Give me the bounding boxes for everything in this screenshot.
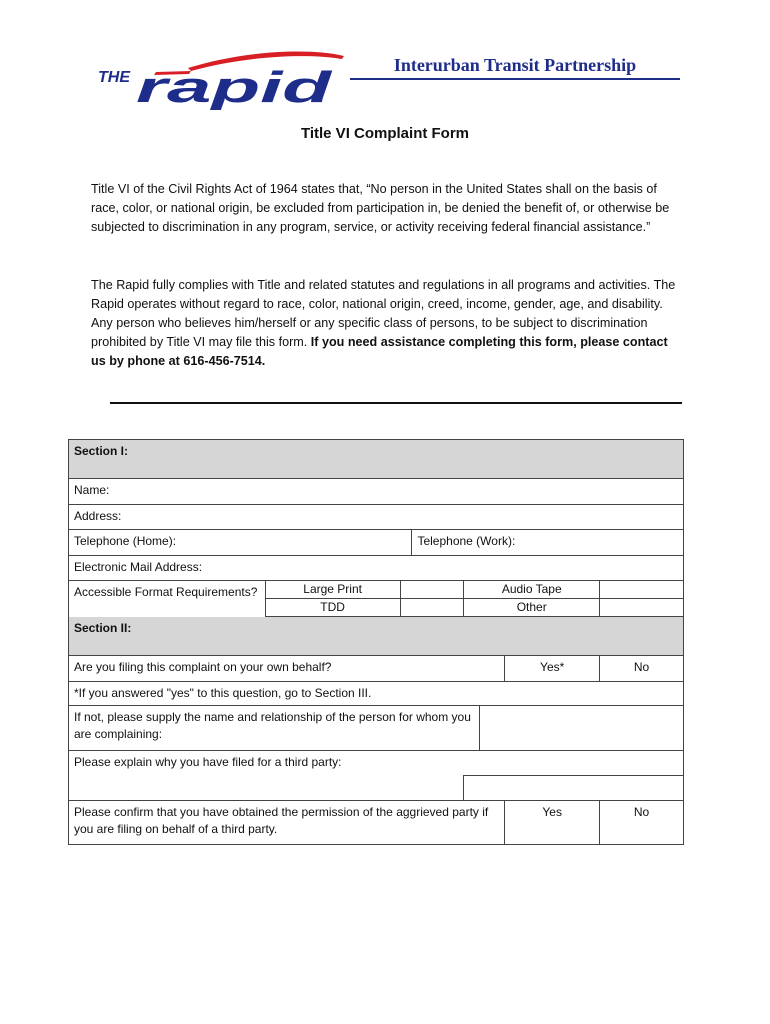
own-behalf-no-option[interactable]: No <box>600 656 684 682</box>
section-2-heading: Section II: <box>69 617 684 656</box>
large-print-checkbox[interactable] <box>400 581 464 599</box>
section-1-heading: Section I: <box>69 440 684 479</box>
other-checkbox[interactable] <box>600 599 684 617</box>
address-field[interactable] <box>69 505 684 530</box>
own-behalf-yes-option[interactable]: Yes* <box>505 656 600 682</box>
svg-text:rapid: rapid <box>136 63 334 110</box>
email-label: Electronic Mail Address: <box>74 560 203 574</box>
intro-paragraph-2 <box>91 276 676 371</box>
audio-tape-label: Audio Tape <box>464 581 600 599</box>
telephone-work-field[interactable] <box>412 530 684 556</box>
name-field[interactable] <box>69 479 684 505</box>
third-party-question: Please explain why you have filed for a third party: <box>69 751 684 776</box>
telephone-work-label: Telephone (Work): <box>417 534 516 548</box>
third-party-explanation-field[interactable] <box>464 776 684 801</box>
telephone-home-field[interactable] <box>69 530 412 556</box>
permission-yes-option[interactable]: Yes <box>505 801 600 845</box>
the-rapid-logo <box>96 50 346 110</box>
accessible-format-label: Accessible Format Requirements? <box>69 581 266 617</box>
large-print-label: Large Print <box>265 581 400 599</box>
email-field[interactable] <box>69 556 684 581</box>
tdd-checkbox[interactable] <box>400 599 464 617</box>
permission-question: Please confirm that you have obtained the permission of the aggrieved party if you are filing on behalf of a third party. <box>69 801 505 845</box>
intro-paragraph-1: Title VI of the Civil Rights Act of 1964 states that, “No person in the United States shall on the basis of race, color, or national origin, be excluded from participation in, be denied the benefit of, or otherwise be subjected to discrimination in any program, service, or activity receiving federal financial assistance.” <box>91 182 670 234</box>
other-label: Other <box>464 599 600 617</box>
tdd-label: TDD <box>265 599 400 617</box>
divider <box>110 402 682 404</box>
telephone-home-label: Telephone (Home): <box>74 534 177 548</box>
complaint-form-table <box>68 439 684 845</box>
third-party-spacer <box>69 776 464 801</box>
name-label: Name: <box>74 483 110 497</box>
permission-no-option[interactable]: No <box>600 801 684 845</box>
organization-name: Interurban Transit Partnership <box>350 55 680 80</box>
name-relationship-question: If not, please supply the name and relationship of the person for whom you are complaining: <box>69 706 480 751</box>
address-label: Address: <box>74 509 122 523</box>
svg-text:THE: THE <box>98 69 130 86</box>
own-behalf-question: Are you filing this complaint on your own behalf? <box>69 656 505 682</box>
assistance-note: If you need assistance completing this form, please contact us by phone at 616-456-7514. <box>91 335 668 368</box>
form-title: Title VI Complaint Form <box>300 125 470 142</box>
name-relationship-field[interactable] <box>480 706 684 751</box>
intro-paragraph-2-text: The Rapid fully complies with Title and related statutes and regulations in all programs and activities. The Rapid operates without regard to race, color, national origin, creed, income, gender, age, and disability. Any person who believes him/herself or any specific class of persons, to be subject to discrimination prohibited by Title VI may file this form. <box>91 278 676 349</box>
section-3-note: *If you answered "yes" to this question, go to Section III. <box>69 682 684 706</box>
audio-tape-checkbox[interactable] <box>600 581 684 599</box>
